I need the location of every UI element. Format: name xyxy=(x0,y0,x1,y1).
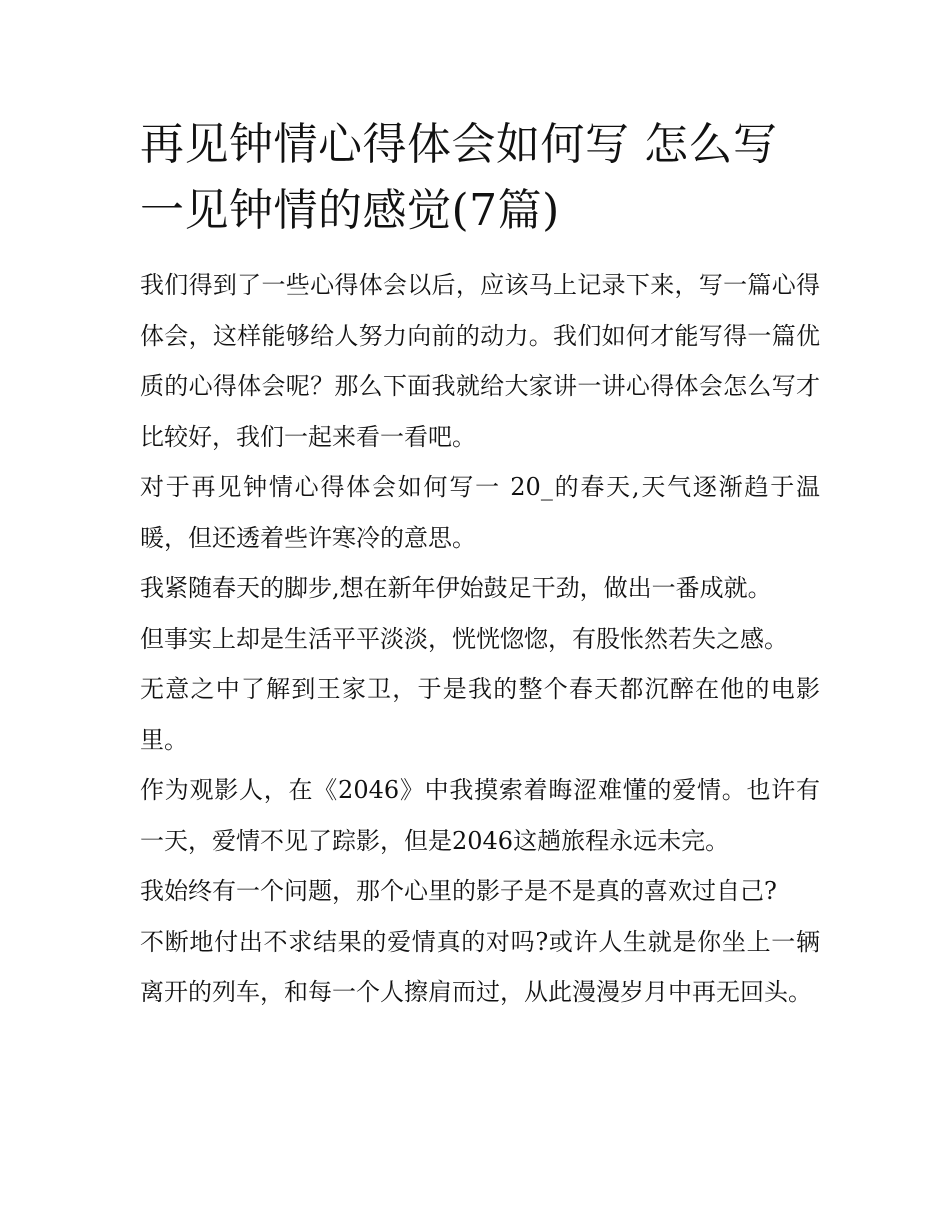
document-content xyxy=(140,112,820,1018)
paragraph-new-year: 我紧随春天的脚步,想在新年伊始鼓足干劲，做出一番成就。 xyxy=(140,574,772,602)
paragraph-question: 我始终有一个问题，那个心里的影子是不是真的喜欢过自己? xyxy=(140,877,777,905)
paragraph-2046: 作为观影人，在《2046》中我摸索着晦涩难懂的爱情。也许有一天，爱情不见了踪影，但是2046这趟旅程永远未完。 xyxy=(140,776,820,855)
paragraph-wong-kar-wai: 无意之中了解到王家卫，于是我的整个春天都沉醉在他的电影里。 xyxy=(140,675,820,754)
document-title: 再见钟情心得体会如何写 怎么写一见钟情的感觉(7篇) xyxy=(140,119,778,236)
paragraph-train: 不断地付出不求结果的爱情真的对吗?或许人生就是你坐上一辆离开的列车，和每一个人擦肩而过，从此漫漫岁月中再无回头。 xyxy=(140,927,820,1006)
paragraph-intro: 我们得到了一些心得体会以后，应该马上记录下来，写一篇心得体会，这样能够给人努力向前的动力。我们如何才能写得一篇优质的心得体会呢？那么下面我就给大家讲一讲心得体会怎么写才比较好，我们一起来看一看吧。 xyxy=(140,271,820,451)
paragraph-spring: 对于再见钟情心得体会如何写一 20_的春天,天气逐渐趋于温暖，但还透着些许寒冷的意思。 xyxy=(140,473,820,552)
paragraph-daily-life: 但事实上却是生活平平淡淡，恍恍惚惚，有股怅然若失之感。 xyxy=(140,624,788,653)
